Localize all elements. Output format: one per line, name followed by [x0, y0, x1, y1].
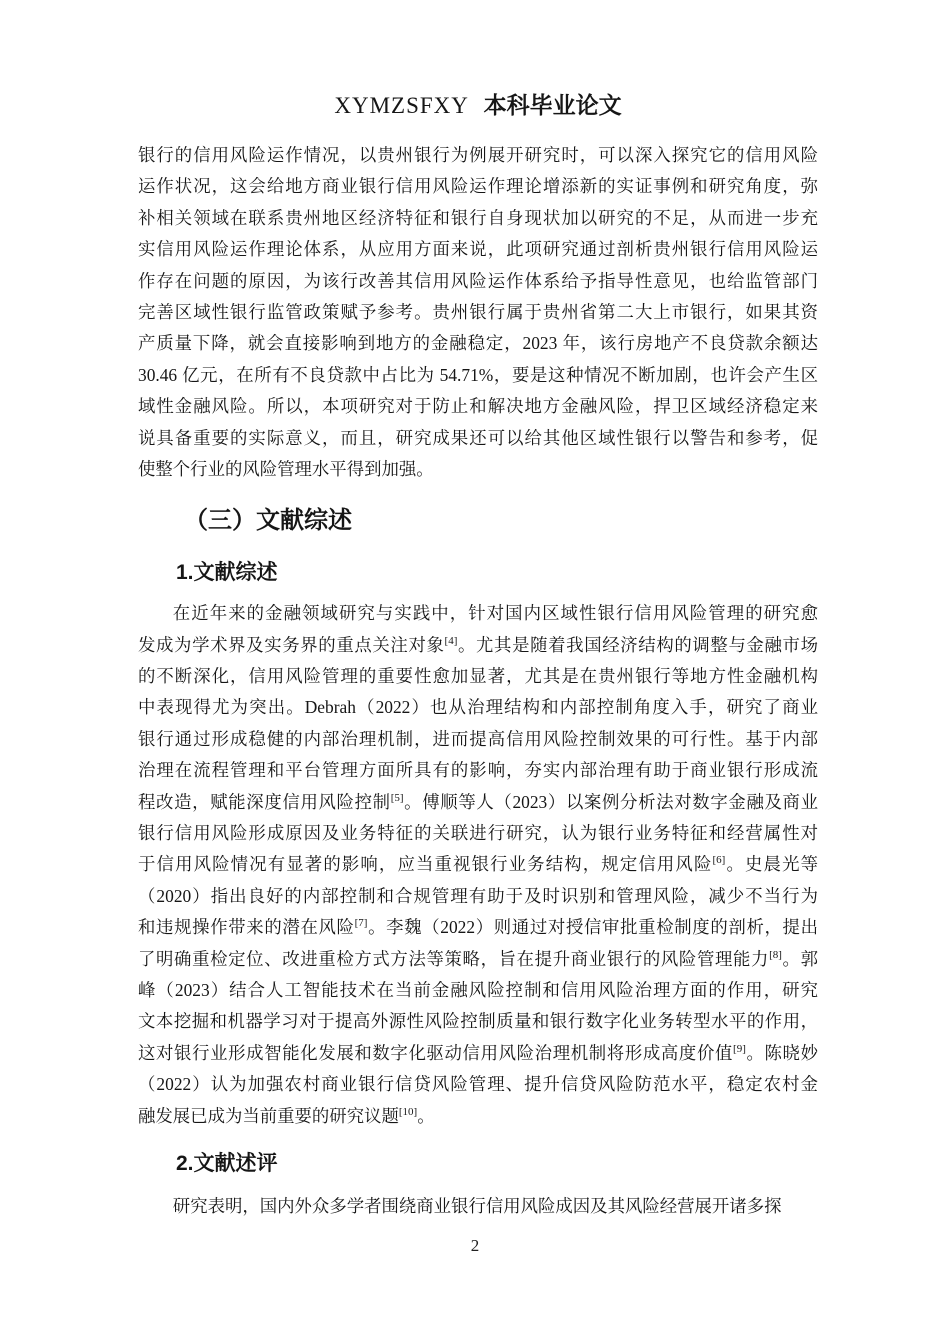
text-line: 研究表明，国内外众多学者围绕商业银行信用风险成因及其风险经营展开诸多探 [172, 1195, 782, 1216]
citation-ref: [6] [712, 854, 726, 867]
subsection-heading-2: 2.文献述评 [176, 1151, 278, 1175]
text-line: 30.46 亿元，在所有不良贷款中占比为 54.71%，要是这种情况不断加剧，也许会产生区 [138, 364, 818, 385]
text-line: 域性金融风险。所以，本项研究对于防止和解决地方金融风险，捍卫区域经济稳定来 [138, 396, 818, 417]
text-line: 峰（2023）结合人工智能技术在当前金融风险控制和信用风险治理方面的作用，研究 [138, 979, 818, 1000]
text-line: （2022）认为加强农村商业银行信贷风险管理、提升信贷风险防范水平，稳定农村金 [138, 1074, 818, 1095]
citation-ref: [10] [398, 1105, 418, 1118]
text-line: 文本挖掘和机器学习对于提高外源性风险控制质量和银行数字化业务转型水平的作用， [138, 1011, 818, 1032]
text-line: 于信用风险情况有显著的影响，应当重视银行业务结构，规定信用风险[6]。史晨光等 [138, 854, 818, 875]
citation-ref: [4] [444, 634, 458, 647]
paragraph-research-significance [138, 140, 818, 485]
subsection-heading-1: 1.文献综述 [176, 561, 278, 585]
page-header [138, 90, 818, 122]
text-line: 银行通过形成稳健的内部治理机制，进而提高信用风险控制效果的可行性。基于内部 [138, 728, 818, 749]
text-line: 程改造，赋能深度信用风险控制[5]。傅顺等人（2023）以案例分析法对数字金融及商业 [138, 791, 818, 812]
text-line: 发成为学术界及实务界的重点关注对象[4]。尤其是随着我国经济结构的调整与金融市场 [138, 634, 818, 655]
text-line: 在近年来的金融领域研究与实践中，针对国内区域性银行信用风险管理的研究愈 [172, 603, 818, 624]
citation-ref: [5] [390, 791, 404, 804]
text-line: 作存在问题的原因，为该行改善其信用风险运作体系给予指导性意见，也给监管部门 [138, 270, 818, 291]
text-line: 产质量下降，就会直接影响到地方的金融稳定，2023 年，该行房地产不良贷款余额达 [138, 333, 818, 354]
text-line: 的不断深化，信用风险管理的重要性愈加显著，尤其是在贵州银行等地方性金融机构 [138, 666, 818, 687]
text-line: 中表现得尤为突出。Debrah（2022）也从治理结构和内部控制角度入手，研究了商业 [138, 697, 818, 718]
citation-ref: [8] [769, 948, 782, 961]
text-line: （2020）指出良好的内部控制和合规管理有助于及时识别和管理风险，减少不当行为 [138, 885, 818, 906]
text-line: 实信用风险运作理论体系，从应用方面来说，此项研究通过剖析贵州银行信用风险运 [138, 239, 818, 260]
header-thesis-title: 本科毕业论文 [483, 93, 622, 118]
paragraph-literature-comment [138, 1191, 818, 1222]
text-line: 运作状况，这会给地方商业银行信用风险运作理论增添新的实证事例和研究角度，弥 [138, 176, 818, 197]
header-school-code: XYMZSFXY [334, 93, 469, 118]
page-number: 2 [470, 1236, 480, 1255]
text-line: 完善区域性银行监管政策赋予参考。贵州银行属于贵州省第二大上市银行，如果其资 [138, 301, 818, 322]
text-line: 融发展已成为当前重要的研究议题[10]。 [138, 1105, 435, 1126]
text-line: 这对银行业形成智能化发展和数字化驱动信用风险治理机制将形成高度价值[9]。陈晓妙 [138, 1042, 818, 1063]
text-line: 使整个行业的风险管理水平得到加强。 [138, 458, 434, 479]
text-line: 和违规操作带来的潜在风险[7]。李魏（2022）则通过对授信审批重检制度的剖析，提出 [138, 917, 818, 938]
citation-ref: [7] [354, 917, 368, 930]
text-line: 说具备重要的实际意义，而且，研究成果还可以给其他区域性银行以警告和参考，促 [138, 427, 818, 448]
text-line: 了明确重检定位、改进重检方式方法等策略，旨在提升商业银行的风险管理能力[8]。郭 [138, 948, 818, 969]
citation-ref: [9] [733, 1042, 746, 1055]
text-line: 银行的信用风险运作情况，以贵州银行为例展开研究时，可以深入探究它的信用风险 [138, 145, 818, 165]
paragraph-literature-review [138, 598, 818, 1132]
text-line: 银行信用风险形成原因及业务特征的关联进行研究，认为银行业务特征和经营属性对 [138, 823, 818, 844]
text-line: 治理在流程管理和平台管理方面所具有的影响，夯实内部治理有助于商业银行形成流 [138, 760, 818, 781]
section-heading-literature-review: （三）文献综述 [184, 507, 352, 535]
text-line: 补相关领域在联系贵州地区经济特征和银行自身现状加以研究的不足，从而进一步充 [138, 207, 818, 228]
